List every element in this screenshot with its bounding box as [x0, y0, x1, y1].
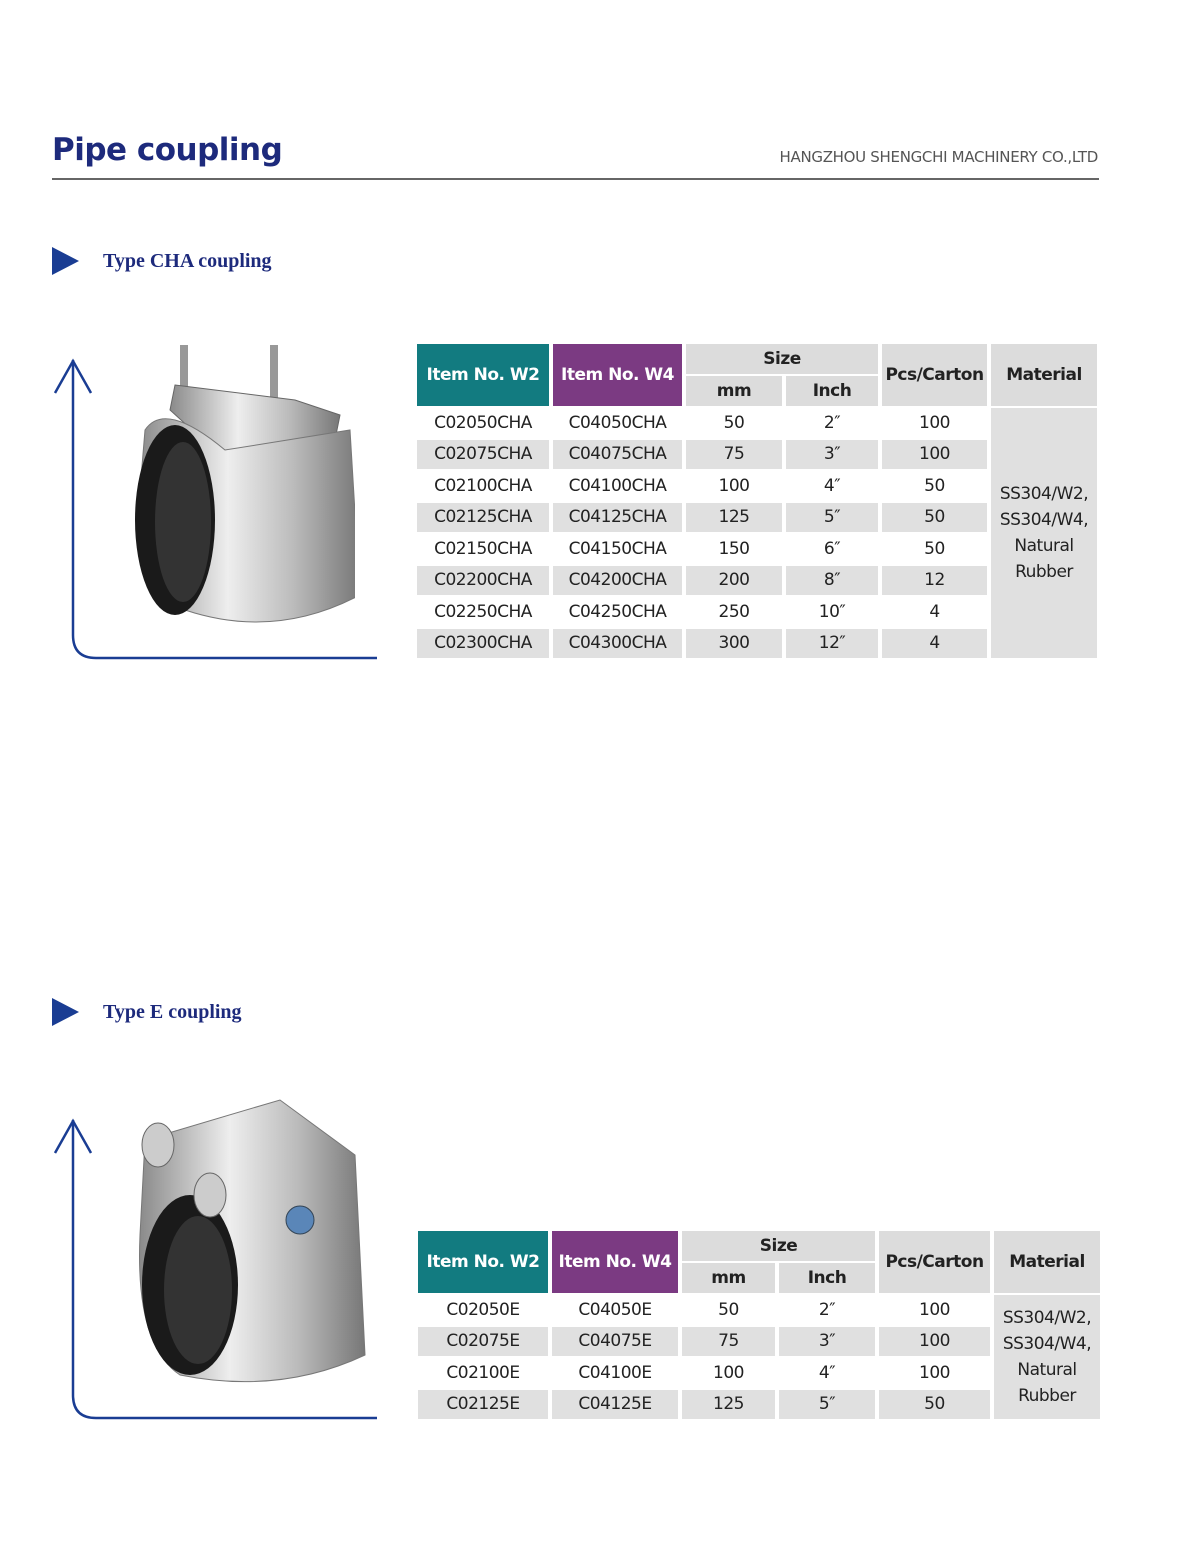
- item-no-w2: C02125CHA: [417, 503, 549, 533]
- item-no-w2: C02050E: [446, 1299, 520, 1320]
- material-line: Natural: [1017, 1360, 1077, 1380]
- item-no-w2: C02100CHA: [434, 475, 532, 496]
- size-mm: 125: [686, 503, 782, 533]
- header-size: Size: [686, 344, 878, 374]
- size-inch: 2″: [818, 1299, 836, 1320]
- item-no-w4: C04100CHA: [568, 475, 667, 496]
- size-mm: 50: [723, 412, 745, 433]
- item-no-w4: C04125E: [552, 1390, 678, 1420]
- section-title: Type E coupling: [103, 1000, 242, 1023]
- size-mm: 300: [686, 629, 782, 659]
- pcs-per-carton: 4: [929, 601, 940, 622]
- material-line: SS304/W4,: [999, 510, 1089, 530]
- header-divider: [52, 178, 1099, 180]
- size-mm: 125: [682, 1390, 775, 1420]
- material-line: SS304/W2,: [1002, 1308, 1092, 1328]
- triangle-bullet-icon: [52, 998, 79, 1026]
- item-no-w2: C02150CHA: [434, 538, 532, 559]
- item-no-w4: C04125CHA: [553, 503, 682, 533]
- e-coupling-photo: [130, 1085, 370, 1395]
- header-size: Size: [682, 1231, 875, 1261]
- pcs-per-carton: 100: [919, 1299, 950, 1320]
- item-no-w2: C02125E: [418, 1390, 548, 1420]
- size-inch: 12″: [786, 629, 878, 659]
- section-heading-cha: [52, 247, 272, 275]
- header-item-w4: Item No. W4: [553, 344, 682, 406]
- item-no-w4: C04100E: [578, 1362, 652, 1383]
- item-no-w2: C02250CHA: [434, 601, 532, 622]
- size-mm: 150: [718, 538, 750, 559]
- item-no-w4: C04250CHA: [568, 601, 667, 622]
- item-no-w4: C04150CHA: [568, 538, 667, 559]
- size-inch: 4″: [823, 475, 841, 496]
- item-no-w2: C02075CHA: [417, 440, 549, 470]
- item-no-w4: C04200CHA: [553, 566, 682, 596]
- cha-spec-table: [413, 342, 1101, 660]
- material-line: Rubber: [1018, 1386, 1076, 1406]
- size-inch: 4″: [818, 1362, 836, 1383]
- header-item-w4: Item No. W4: [552, 1231, 678, 1293]
- item-no-w2: C02300CHA: [417, 629, 549, 659]
- header-pcs-carton: Pcs/Carton: [882, 344, 987, 406]
- material-cell: [994, 1295, 1100, 1419]
- pcs-per-carton: 50: [882, 503, 987, 533]
- section-title: Type CHA coupling: [103, 249, 272, 272]
- material-cell: [991, 408, 1097, 658]
- size-inch: 10″: [818, 601, 846, 622]
- header-item-w2: Item No. W2: [417, 344, 549, 406]
- pcs-per-carton: 100: [919, 1362, 950, 1383]
- company-name: HANGZHOU SHENGCHI MACHINERY CO.,LTD: [779, 148, 1098, 166]
- size-inch: 3″: [779, 1327, 875, 1357]
- size-mm: 50: [718, 1299, 739, 1320]
- header-inch: Inch: [786, 376, 878, 406]
- pcs-per-carton: 100: [882, 440, 987, 470]
- size-mm: 100: [718, 475, 750, 496]
- triangle-bullet-icon: [52, 247, 79, 275]
- header-pcs-carton: Pcs/Carton: [879, 1231, 990, 1293]
- header-material: Material: [994, 1231, 1100, 1293]
- size-inch: 5″: [786, 503, 878, 533]
- header-material: Material: [991, 344, 1097, 406]
- pcs-per-carton: 50: [924, 475, 945, 496]
- size-mm: 200: [686, 566, 782, 596]
- size-inch: 2″: [823, 412, 841, 433]
- header-inch: Inch: [779, 1263, 875, 1293]
- header-mm: mm: [682, 1263, 775, 1293]
- page-title: Pipe coupling: [52, 132, 283, 168]
- size-inch: 8″: [786, 566, 878, 596]
- item-no-w4: C04050E: [578, 1299, 652, 1320]
- pcs-per-carton: 50: [924, 538, 945, 559]
- item-no-w2: C02050CHA: [434, 412, 532, 433]
- size-mm: 250: [718, 601, 750, 622]
- item-no-w2: C02075E: [418, 1327, 548, 1357]
- table-row: [417, 408, 1097, 438]
- material-line: Rubber: [1015, 562, 1073, 582]
- size-inch: 5″: [779, 1390, 875, 1420]
- item-no-w4: C04075CHA: [553, 440, 682, 470]
- table-row: [418, 1295, 1100, 1325]
- item-no-w4: C04300CHA: [553, 629, 682, 659]
- size-mm: 75: [686, 440, 782, 470]
- header-mm: mm: [686, 376, 782, 406]
- section-heading-e: [52, 998, 242, 1026]
- item-no-w4: C04075E: [552, 1327, 678, 1357]
- pcs-per-carton: 100: [919, 412, 950, 433]
- cha-coupling-photo: [125, 340, 355, 640]
- item-no-w2: C02200CHA: [417, 566, 549, 596]
- material-line: Natural: [1014, 536, 1074, 556]
- item-no-w2: C02100E: [446, 1362, 520, 1383]
- material-line: SS304/W2,: [999, 484, 1089, 504]
- pcs-per-carton: 12: [882, 566, 987, 596]
- size-inch: 6″: [823, 538, 841, 559]
- size-inch: 3″: [786, 440, 878, 470]
- size-mm: 100: [713, 1362, 744, 1383]
- e-spec-table: [414, 1229, 1104, 1421]
- pcs-per-carton: 50: [879, 1390, 990, 1420]
- size-mm: 75: [682, 1327, 775, 1357]
- pcs-per-carton: 100: [879, 1327, 990, 1357]
- pcs-per-carton: 4: [882, 629, 987, 659]
- header-item-w2: Item No. W2: [418, 1231, 548, 1293]
- item-no-w4: C04050CHA: [568, 412, 667, 433]
- material-line: SS304/W4,: [1002, 1334, 1092, 1354]
